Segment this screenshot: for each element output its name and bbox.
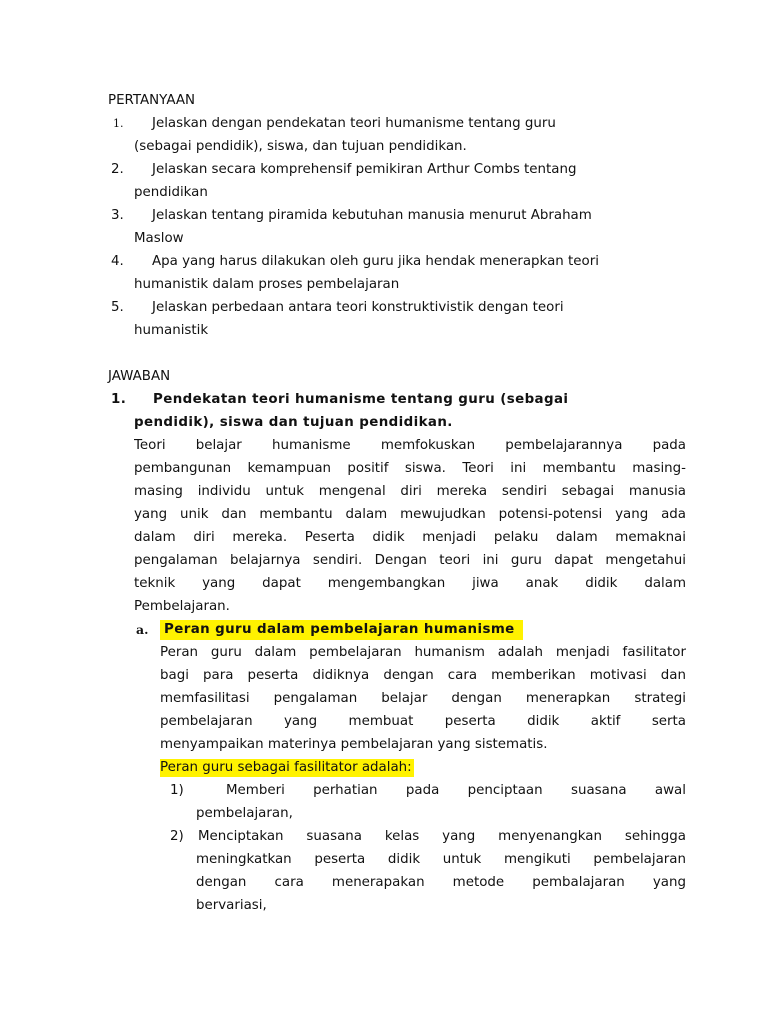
- question-3-line-2: Maslow: [134, 231, 184, 246]
- point-2-line-3: dengan cara menerapakan metode pembalajaran yang: [196, 875, 686, 890]
- sub-a-title: Peran guru dalam pembelajaran humanisme: [160, 620, 523, 640]
- sub-a-body-line: pembelajaran yang membuat peserta didik aktif serta: [160, 714, 686, 729]
- answer-1-body-line: Teori belajar humanisme memfokuskan pembelajarannya pada: [134, 438, 686, 453]
- question-3-number: 3.: [111, 208, 124, 223]
- question-5-line-1: Jelaskan perbedaan antara teori konstruktivistik dengan teori: [152, 300, 564, 315]
- question-1-number: 1.: [113, 117, 124, 130]
- answer-1-body-line: masing individu untuk mengenal diri mereka sendiri sebagai manusia: [134, 484, 686, 499]
- answer-1-body-line: Pembelajaran.: [134, 599, 230, 614]
- answer-1-body-line: yang unik dan membantu dalam mewujudkan potensi-potensi yang ada: [134, 507, 686, 522]
- point-2-line-4: bervariasi,: [196, 898, 267, 913]
- answer-1-body-line: pengalaman belajarnya sendiri. Dengan teori ini guru dapat mengetahui: [134, 553, 686, 568]
- facilitator-heading: Peran guru sebagai fasilitator adalah:: [160, 760, 412, 775]
- question-5-line-2: humanistik: [134, 323, 209, 338]
- question-3-line-1: Jelaskan tentang piramida kebutuhan manusia menurut Abraham: [152, 208, 592, 223]
- question-4-number: 4.: [111, 254, 124, 269]
- point-2-line-2: meningkatkan peserta didik untuk mengikuti pembelajaran: [196, 852, 686, 867]
- answer-1-title-line-1: Pendekatan teori humanisme tentang guru (sebagai: [153, 392, 569, 407]
- question-4-line-2: humanistik dalam proses pembelajaran: [134, 277, 400, 292]
- sub-a-body-line: Peran guru dalam pembelajaran humanism adalah menjadi fasilitator: [160, 645, 686, 660]
- point-1-line-1: Memberi perhatian pada penciptaan suasana awal: [226, 783, 686, 798]
- point-1-number: 1): [170, 783, 184, 798]
- question-1-line-1: Jelaskan dengan pendekatan teori humanisme tentang guru: [152, 116, 556, 131]
- question-1-line-2: (sebagai pendidik), siswa, dan tujuan pendidikan.: [134, 139, 467, 154]
- question-2-line-1: Jelaskan secara komprehensif pemikiran Arthur Combs tentang: [152, 162, 577, 177]
- answer-1-title-line-2: pendidik), siswa dan tujuan pendidikan.: [134, 415, 453, 430]
- point-2-line-1: Menciptakan suasana kelas yang menyenangkan sehingga: [198, 829, 686, 844]
- question-2-number: 2.: [111, 162, 124, 177]
- question-4-line-1: Apa yang harus dilakukan oleh guru jika hendak menerapkan teori: [152, 254, 599, 269]
- answer-1-body-line: teknik yang dapat mengembangkan jiwa anak didik dalam: [134, 576, 686, 591]
- sub-a-letter: a.: [136, 622, 149, 637]
- sub-a-body-line: menyampaikan materinya pembelajaran yang sistematis.: [160, 737, 548, 752]
- point-1-line-2: pembelajaran,: [196, 806, 293, 821]
- answer-1-number: 1.: [111, 392, 127, 407]
- sub-a-body-line: bagi para peserta didiknya dengan cara memberikan motivasi dan: [160, 668, 686, 683]
- question-2-line-2: pendidikan: [134, 185, 208, 200]
- answer-1-body-line: dalam diri mereka. Peserta didik menjadi pelaku dalam memaknai: [134, 530, 686, 545]
- question-5-number: 5.: [111, 300, 124, 315]
- point-2-number: 2): [170, 829, 184, 844]
- answer-1-body-line: pembangunan kemampuan positif siswa. Teori ini membantu masing-: [134, 461, 686, 476]
- questions-heading: PERTANYAAN: [108, 93, 196, 108]
- answers-heading: JAWABAN: [108, 369, 171, 384]
- sub-a-body-line: memfasilitasi pengalaman belajar dengan menerapkan strategi: [160, 691, 686, 706]
